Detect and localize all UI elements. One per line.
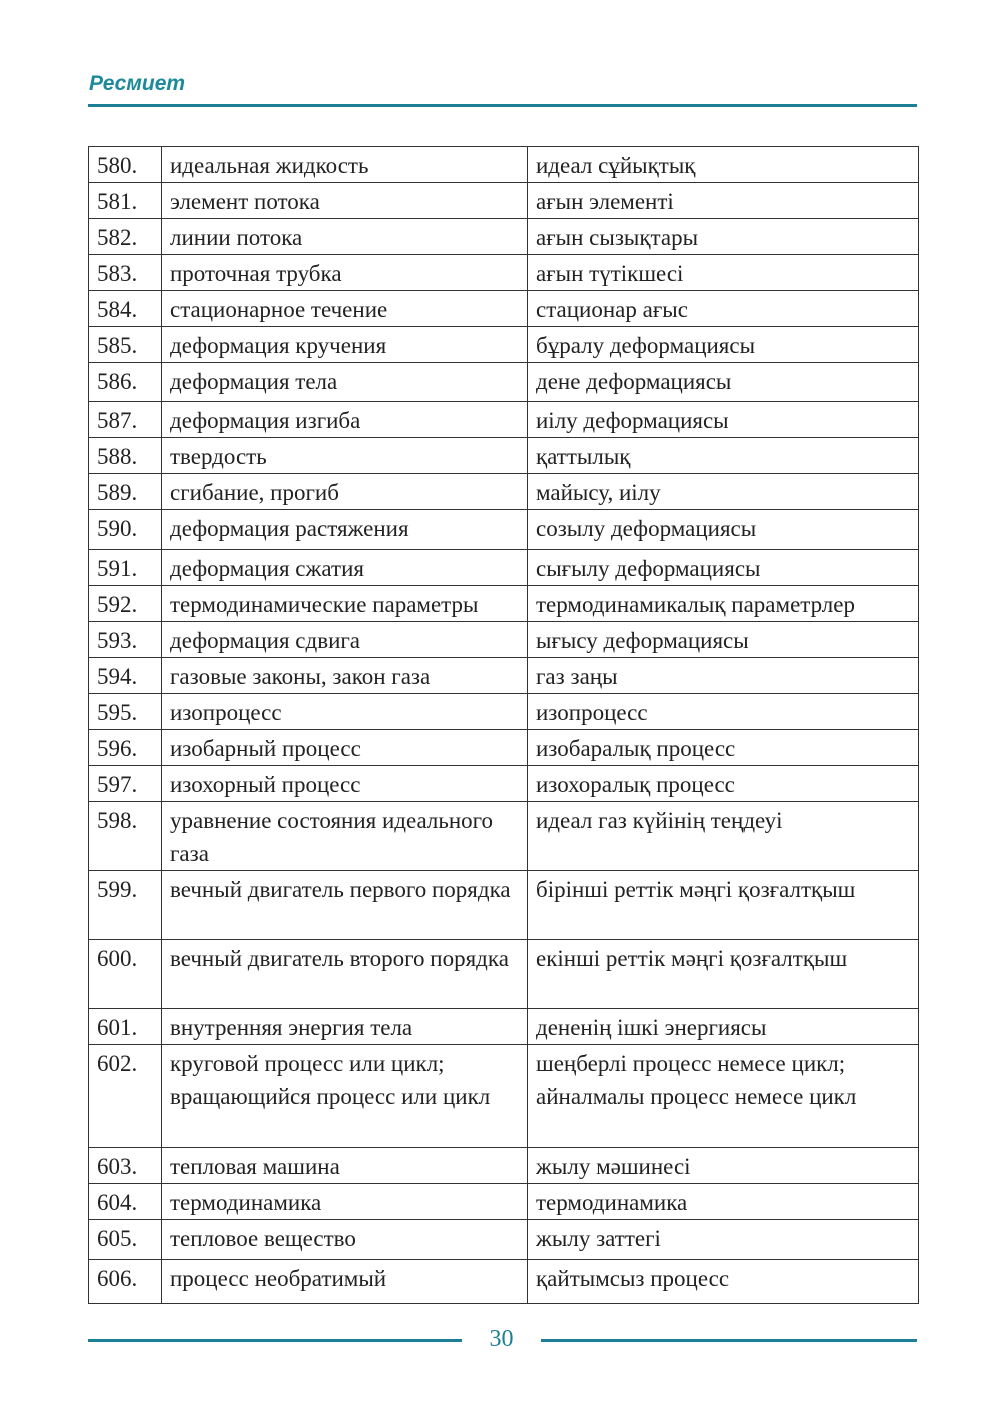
term-russian: термодинамические параметры (162, 586, 528, 622)
footer-rule-right (541, 1339, 917, 1342)
term-number: 606. (89, 1260, 162, 1304)
term-kazakh: созылу деформациясы (528, 510, 919, 550)
term-russian: деформация изгиба (162, 402, 528, 438)
glossary-body (89, 147, 919, 1304)
term-kazakh: бірінші реттік мәңгі қозғалтқыш (528, 871, 919, 940)
term-number: 584. (89, 291, 162, 327)
term-kazakh: қайтымсыз процесс (528, 1260, 919, 1304)
table-row (89, 871, 919, 940)
term-number: 605. (89, 1220, 162, 1260)
term-number: 583. (89, 255, 162, 291)
term-kazakh: термодинамикалық параметрлер (528, 586, 919, 622)
term-number: 589. (89, 474, 162, 510)
term-russian: круговой процесс или цикл; вращающийся процесс или цикл (162, 1045, 528, 1148)
table-row (89, 438, 919, 474)
term-russian: идеальная жидкость (162, 147, 528, 183)
term-number: 582. (89, 219, 162, 255)
table-row (89, 694, 919, 730)
table-row (89, 255, 919, 291)
table-row (89, 1009, 919, 1045)
term-kazakh: ағын элементі (528, 183, 919, 219)
term-russian: процесс необратимый (162, 1260, 528, 1304)
footer-rule-left (88, 1339, 462, 1342)
term-kazakh: дене деформациясы (528, 363, 919, 402)
term-russian: деформация сдвига (162, 622, 528, 658)
table-row (89, 550, 919, 586)
term-kazakh: изобаралық процесс (528, 730, 919, 766)
term-russian: сгибание, прогиб (162, 474, 528, 510)
term-kazakh: сығылу деформациясы (528, 550, 919, 586)
table-row (89, 219, 919, 255)
table-row (89, 474, 919, 510)
term-kazakh: жылу мәшинесі (528, 1148, 919, 1184)
term-russian: изобарный процесс (162, 730, 528, 766)
term-number: 585. (89, 327, 162, 363)
table-row (89, 766, 919, 802)
term-number: 602. (89, 1045, 162, 1148)
term-kazakh: ағын сызықтары (528, 219, 919, 255)
term-kazakh: изохоралық процесс (528, 766, 919, 802)
term-number: 592. (89, 586, 162, 622)
term-number: 593. (89, 622, 162, 658)
term-russian: тепловое вещество (162, 1220, 528, 1260)
table-row (89, 1148, 919, 1184)
page-header-title: Ресмиет (89, 72, 186, 95)
term-kazakh: идеал сұйықтық (528, 147, 919, 183)
term-number: 587. (89, 402, 162, 438)
term-kazakh: иілу деформациясы (528, 402, 919, 438)
term-number: 590. (89, 510, 162, 550)
term-kazakh: стационар ағыс (528, 291, 919, 327)
term-russian: деформация тела (162, 363, 528, 402)
table-row (89, 622, 919, 658)
header-rule (88, 104, 917, 107)
term-russian: деформация кручения (162, 327, 528, 363)
term-number: 598. (89, 802, 162, 871)
term-russian: вечный двигатель первого порядка (162, 871, 528, 940)
term-number: 600. (89, 940, 162, 1009)
term-russian: изохорный процесс (162, 766, 528, 802)
term-number: 596. (89, 730, 162, 766)
term-kazakh: қаттылық (528, 438, 919, 474)
term-russian: уравнение состояния идеального газа (162, 802, 528, 871)
table-row (89, 402, 919, 438)
term-russian: деформация растяжения (162, 510, 528, 550)
term-kazakh: изопроцесс (528, 694, 919, 730)
term-number: 595. (89, 694, 162, 730)
term-kazakh: ағын түтікшесі (528, 255, 919, 291)
table-row (89, 510, 919, 550)
term-russian: термодинамика (162, 1184, 528, 1220)
term-russian: деформация сжатия (162, 550, 528, 586)
table-row (89, 291, 919, 327)
term-number: 604. (89, 1184, 162, 1220)
term-russian: линии потока (162, 219, 528, 255)
term-number: 581. (89, 183, 162, 219)
term-number: 588. (89, 438, 162, 474)
table-row (89, 1260, 919, 1304)
term-kazakh: жылу заттегі (528, 1220, 919, 1260)
term-russian: газовые законы, закон газа (162, 658, 528, 694)
term-kazakh: ығысу деформациясы (528, 622, 919, 658)
term-number: 603. (89, 1148, 162, 1184)
term-number: 591. (89, 550, 162, 586)
term-number: 597. (89, 766, 162, 802)
term-russian: элемент потока (162, 183, 528, 219)
term-russian: внутренняя энергия тела (162, 1009, 528, 1045)
term-kazakh: газ заңы (528, 658, 919, 694)
term-russian: изопроцесс (162, 694, 528, 730)
term-russian: тепловая машина (162, 1148, 528, 1184)
term-number: 599. (89, 871, 162, 940)
table-row (89, 147, 919, 183)
term-kazakh: бұралу деформациясы (528, 327, 919, 363)
term-kazakh: термодинамика (528, 1184, 919, 1220)
table-row (89, 327, 919, 363)
term-number: 580. (89, 147, 162, 183)
term-russian: вечный двигатель второго порядка (162, 940, 528, 1009)
term-number: 586. (89, 363, 162, 402)
term-number: 601. (89, 1009, 162, 1045)
table-row (89, 586, 919, 622)
table-row (89, 363, 919, 402)
term-kazakh: екінші реттік мәңгі қозғалтқыш (528, 940, 919, 1009)
page-number: 30 (489, 1326, 514, 1352)
table-row (89, 1184, 919, 1220)
table-row (89, 802, 919, 871)
table-row (89, 730, 919, 766)
term-kazakh: шеңберлі процесс немесе цикл; айналмалы процесс немесе цикл (528, 1045, 919, 1148)
term-kazakh: идеал газ күйінің теңдеуі (528, 802, 919, 871)
term-kazakh: дененің ішкі энергиясы (528, 1009, 919, 1045)
term-russian: твердость (162, 438, 528, 474)
term-kazakh: майысу, иілу (528, 474, 919, 510)
table-row (89, 940, 919, 1009)
term-russian: стационарное течение (162, 291, 528, 327)
term-russian: проточная трубка (162, 255, 528, 291)
table-row (89, 1045, 919, 1148)
table-row (89, 1220, 919, 1260)
table-row (89, 658, 919, 694)
table-row (89, 183, 919, 219)
term-number: 594. (89, 658, 162, 694)
glossary-table (88, 146, 919, 1304)
